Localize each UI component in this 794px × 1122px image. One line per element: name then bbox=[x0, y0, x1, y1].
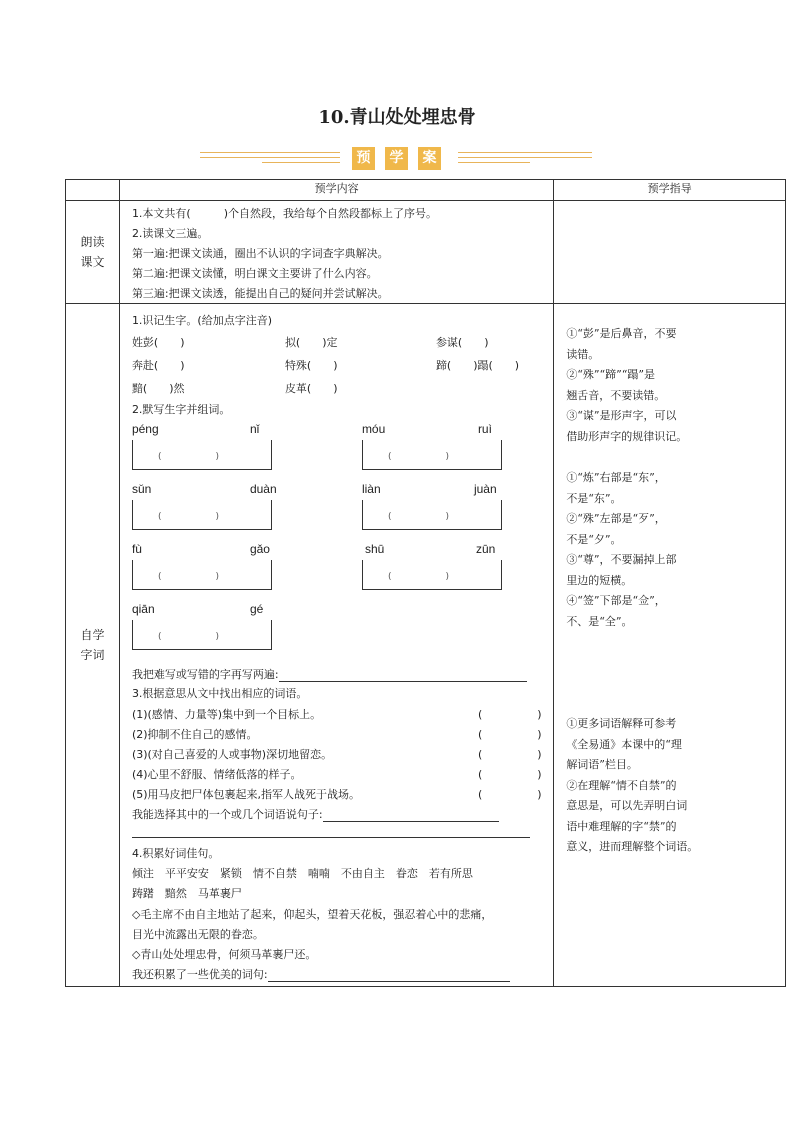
guide-line: ③“尊”，不要漏掉上部 bbox=[566, 553, 677, 566]
sentence-blank-line[interactable] bbox=[132, 837, 530, 838]
pinyin-label: móu bbox=[361, 422, 386, 436]
guide-line: 不是“夕”。 bbox=[566, 532, 622, 546]
banner-char-3: 案 bbox=[418, 147, 441, 170]
vocab-content bbox=[119, 304, 553, 987]
reading-line-3: 第一遍:把课文读通，圈出不认识的字词查字典解决。 bbox=[131, 247, 389, 260]
guide-line: ②“殊”左部是“歹”， bbox=[566, 512, 666, 525]
q3-item: (5)用马皮把尸体包裹起来,指军人战死于战场。 bbox=[131, 788, 361, 801]
pinyin-label: sǔn bbox=[131, 482, 152, 496]
q4-sentence: ◇毛主席不由自主地站了起来，仰起头，望着天花板，强忍着心中的悲痛， bbox=[131, 908, 493, 921]
pinyin-label: liàn bbox=[361, 482, 381, 496]
pinyin-label: shū bbox=[364, 542, 385, 556]
guide-block-1 bbox=[566, 324, 716, 447]
section-label-vocab bbox=[66, 304, 120, 987]
q3-item: (3)(对自己喜爱的人或事物)深切地留恋。 bbox=[131, 748, 333, 761]
q1-item: 皮革( ) bbox=[284, 382, 338, 395]
q3-answer[interactable]: ( ) bbox=[477, 708, 542, 721]
reading-content bbox=[119, 201, 553, 304]
section-label-reading-text: 朗读 课文 bbox=[80, 235, 105, 269]
section-label-vocab-text: 自学 字词 bbox=[80, 628, 105, 662]
reading-line-2: 2.读课文三遍。 bbox=[131, 227, 209, 240]
writing-box[interactable] bbox=[477, 560, 502, 590]
section-label-reading bbox=[66, 201, 120, 304]
prestudy-table bbox=[65, 179, 786, 987]
q3-sentence-label: 我能选择其中的一个或几个词语说句子: bbox=[131, 808, 323, 821]
reading-guide bbox=[554, 201, 786, 304]
q3-answer[interactable]: ( ) bbox=[477, 788, 542, 801]
q2-rewrite-label: 我把难写或写错的字再写两遍: bbox=[131, 668, 279, 681]
q1-item: 蹄( )蹋( ) bbox=[435, 359, 520, 372]
vocab-guide bbox=[554, 304, 786, 987]
pinyin-label: péng bbox=[131, 422, 159, 436]
guide-line: ④“签”下部是“佥”， bbox=[566, 594, 666, 607]
guide-line: 语中难理解的字“禁”的 bbox=[566, 819, 677, 833]
guide-line: 解词语”栏目。 bbox=[566, 758, 638, 771]
guide-line: 不是“东”。 bbox=[566, 491, 622, 505]
pinyin-label: zūn bbox=[475, 542, 496, 556]
banner-line-right-2 bbox=[458, 157, 592, 158]
pinyin-label: duàn bbox=[249, 482, 277, 496]
guide-line: 借助形声字的规律识记。 bbox=[566, 429, 688, 443]
page-title: 10.青山处处埋忠骨 bbox=[318, 107, 476, 128]
q4-more bbox=[132, 966, 510, 982]
header-content: 预学内容 bbox=[119, 180, 553, 201]
q4-more-label: 我还积累了一些优美的词句: bbox=[131, 968, 268, 981]
pinyin-label: nǐ bbox=[249, 422, 260, 436]
q3-item: (2)抑制不住自己的感情。 bbox=[131, 728, 258, 741]
q3-answer[interactable]: ( ) bbox=[477, 748, 542, 761]
q4-sentence: ◇青山处处埋忠骨，何须马革裹尸还。 bbox=[131, 948, 317, 961]
banner-line-right bbox=[458, 152, 592, 153]
q1-item: 奔赴( ) bbox=[131, 359, 185, 372]
q4-title: 4.积累好词佳句。 bbox=[131, 847, 220, 860]
banner-char-1: 预 bbox=[352, 147, 375, 170]
writing-box[interactable] bbox=[247, 620, 272, 650]
guide-block-2 bbox=[566, 468, 716, 632]
banner-line-left bbox=[200, 152, 340, 153]
writing-box[interactable] bbox=[247, 560, 272, 590]
q4-words: 踌躇 黯然 马革裹尸 bbox=[131, 887, 242, 900]
pinyin-label: gé bbox=[249, 602, 264, 616]
q3-answer[interactable]: ( ) bbox=[477, 768, 542, 781]
pinyin-label: fù bbox=[131, 542, 142, 556]
guide-line: ②在理解“情不自禁”的 bbox=[566, 778, 677, 792]
q1-item: 拟( )定 bbox=[284, 336, 338, 349]
guide-line: ②“殊”“蹄”“蹋”是 bbox=[566, 368, 656, 381]
guide-line: 读错。 bbox=[566, 347, 600, 361]
q3-item: (1)(感情、力量等)集中到一个目标上。 bbox=[131, 708, 322, 721]
q1-title: 1.识记生字。(给加点字注音) bbox=[131, 314, 273, 327]
q3-sentence bbox=[132, 806, 499, 822]
q3-answer[interactable]: ( ) bbox=[477, 728, 542, 741]
q3-title: 3.根据意思从文中找出相应的词语。 bbox=[131, 687, 308, 700]
writing-box[interactable] bbox=[477, 500, 502, 530]
banner-line-left-3 bbox=[262, 162, 340, 163]
header-guide: 预学指导 bbox=[554, 180, 786, 201]
q3-item: (4)心里不舒服、情绪低落的样子。 bbox=[131, 768, 302, 781]
q2-rewrite bbox=[132, 666, 527, 682]
pinyin-label: qiān bbox=[131, 602, 155, 616]
q2-title: 2.默写生字并组词。 bbox=[131, 403, 231, 416]
q1-item: 参谋( ) bbox=[435, 336, 489, 349]
guide-line: 里边的短横。 bbox=[566, 573, 633, 587]
writing-box[interactable]: ( ) bbox=[132, 500, 270, 530]
guide-block-3 bbox=[566, 714, 716, 858]
q1-item: 姓彭( ) bbox=[131, 336, 185, 349]
guide-line: 意义，进而理解整个词语。 bbox=[566, 840, 699, 853]
reading-line-4: 第二遍:把课文读懂，明白课文主要讲了什么内容。 bbox=[131, 267, 378, 280]
guide-line: ③“谋”是形声字，可以 bbox=[566, 409, 677, 422]
guide-line: 《全易通》本课中的“理 bbox=[566, 737, 682, 751]
banner-char-2: 学 bbox=[385, 147, 408, 170]
writing-box[interactable]: ( ) bbox=[132, 560, 270, 590]
guide-line: 翘舌音，不要读错。 bbox=[566, 388, 666, 402]
banner-line-left-2 bbox=[200, 157, 340, 158]
q1-item: 黯( )然 bbox=[131, 382, 185, 395]
rewrite-blank[interactable] bbox=[279, 681, 527, 682]
guide-line: ①“炼”右部是“东”， bbox=[566, 471, 666, 484]
writing-box[interactable]: ( ) bbox=[362, 560, 500, 590]
writing-box[interactable] bbox=[247, 440, 272, 470]
writing-box[interactable]: ( ) bbox=[362, 440, 500, 470]
guide-line: ①更多词语解释可参考 bbox=[566, 717, 677, 730]
guide-line: ①“彭”是后鼻音，不要 bbox=[566, 327, 677, 340]
writing-box[interactable]: ( ) bbox=[132, 440, 270, 470]
header-blank bbox=[66, 180, 120, 201]
sentence-blank[interactable] bbox=[323, 821, 499, 822]
reading-line-1: 1.本文共有( )个自然段，我给每个自然段都标上了序号。 bbox=[131, 207, 438, 220]
reading-line-5: 第三遍:把课文读透，能提出自己的疑问并尝试解决。 bbox=[131, 287, 389, 300]
q4-words: 倾注 平平安安 紧锁 情不自禁 喃喃 不由自主 眷恋 若有所思 bbox=[131, 867, 473, 880]
q1-item: 特殊( ) bbox=[284, 359, 338, 372]
writing-box[interactable] bbox=[477, 440, 502, 470]
writing-box[interactable]: ( ) bbox=[132, 620, 270, 650]
writing-box[interactable]: ( ) bbox=[362, 500, 500, 530]
more-blank[interactable] bbox=[268, 981, 510, 982]
q4-sentence: 目光中流露出无限的眷恋。 bbox=[131, 928, 264, 941]
writing-box[interactable] bbox=[247, 500, 272, 530]
guide-line: 意思是，可以先弄明白词 bbox=[566, 799, 688, 812]
banner-line-right-3 bbox=[458, 162, 530, 163]
pinyin-label: gǎo bbox=[249, 542, 270, 556]
guide-line: 不、是“全”。 bbox=[566, 614, 633, 628]
pinyin-label: juàn bbox=[473, 482, 497, 496]
pinyin-label: ruì bbox=[477, 422, 492, 436]
